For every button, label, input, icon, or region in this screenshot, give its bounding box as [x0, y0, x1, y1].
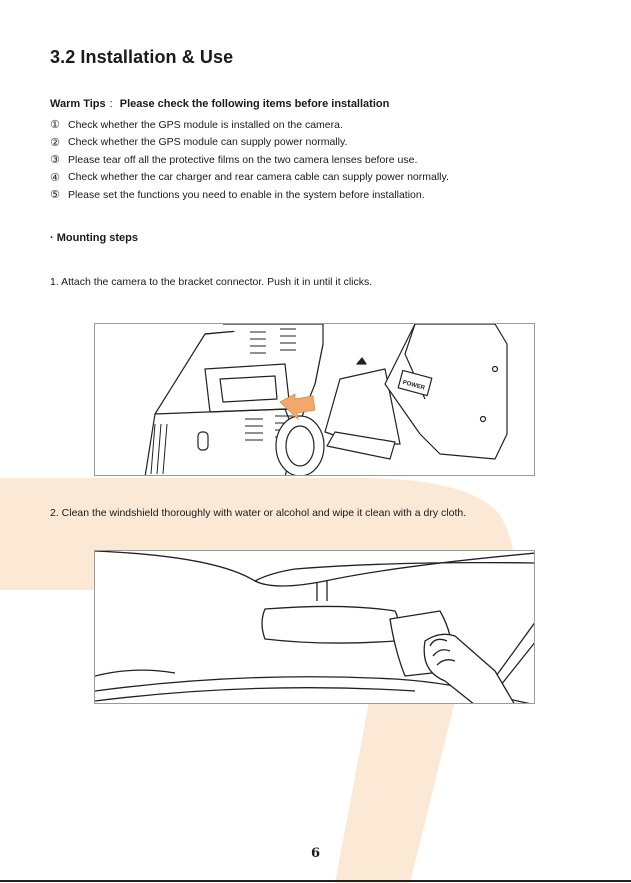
warm-tips-title: Please check the following items before installation: [119, 98, 390, 110]
page-number: 6: [310, 846, 321, 861]
tip-item: [50, 151, 449, 169]
warm-tips-list: [50, 116, 449, 204]
warm-tips-separator: :: [109, 98, 113, 110]
step-2-text: 2. Clean the windshield thoroughly with water or alcohol and wipe it clean with a dry cloth.: [50, 507, 467, 519]
tip-text: Check whether the GPS module can supply power normally.: [68, 136, 348, 149]
power-label: POWER: [401, 379, 426, 392]
tip-number: ③: [50, 154, 60, 167]
warm-tips-header: [50, 98, 389, 110]
camera-bracket-drawing: [95, 324, 535, 476]
tip-item: [50, 169, 449, 187]
tip-number: ②: [50, 136, 60, 149]
tip-number: ④: [50, 171, 60, 184]
camera-bracket-illustration: [94, 323, 535, 476]
windshield-cleaning-illustration: [94, 550, 535, 704]
tip-text: Check whether the GPS module is installed on the camera.: [68, 118, 343, 131]
footer-rule: [0, 880, 631, 882]
tip-item: [50, 186, 449, 204]
tip-item: [50, 116, 449, 134]
mounting-steps-title: · Mounting steps: [50, 232, 138, 244]
section-heading: 3.2 Installation & Use: [50, 47, 234, 67]
windshield-drawing: [95, 551, 535, 704]
warm-tips-label: Warm Tips: [50, 98, 106, 110]
tip-item: [50, 134, 449, 152]
tip-number: ①: [50, 119, 60, 132]
tip-text: Please tear off all the protective films on the two camera lenses before use.: [68, 153, 418, 166]
tip-number: ⑤: [50, 189, 60, 202]
step-1-text: 1. Attach the camera to the bracket connector. Push it in until it clicks.: [50, 276, 373, 288]
tip-text: Check whether the car charger and rear camera cable can supply power normally.: [68, 171, 449, 184]
tip-text: Please set the functions you need to enable in the system before installation.: [68, 188, 425, 201]
